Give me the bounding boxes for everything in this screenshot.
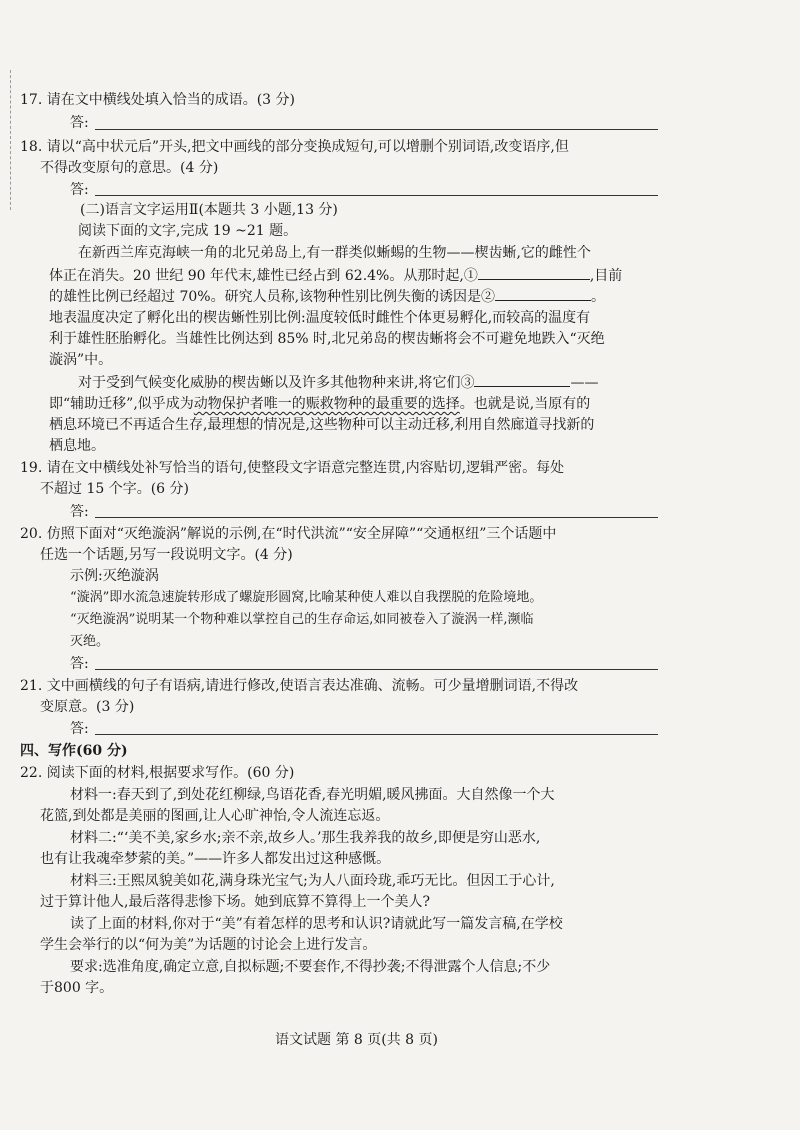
blank-2[interactable] xyxy=(495,286,591,301)
material-line: 材料二:“‘美不美,家乡水;亲不亲,故乡人。’那生我养我的故乡,即便是穷山恶水, xyxy=(70,830,541,846)
passage-line: 栖息地。 xyxy=(49,438,105,454)
section-2-heading: (二)语言文字运用Ⅱ(本题共 3 小题,13 分) xyxy=(80,202,338,218)
answer-label-21: 答: xyxy=(70,721,89,737)
passage-text: 的雄性比例已经超过 70%。研究人员称,该物种性别比例失衡的诱因是 xyxy=(49,289,482,305)
blank-1[interactable] xyxy=(478,265,590,280)
answer-label-17: 答: xyxy=(70,115,89,131)
requirements-line: 于800 字。 xyxy=(40,980,114,996)
blank-marker-2: ② xyxy=(481,289,496,305)
example-label: 示例:灭绝漩涡 xyxy=(70,568,159,584)
passage-line xyxy=(49,286,605,307)
underlined-sentence: 动物保护者唯一的赈救物种的最重要的选择 xyxy=(193,396,460,412)
example-text: “灭绝漩涡”说明某一个物种难以掌控自己的生存命运,如同被卷入了漩涡一样,濒临 xyxy=(70,612,534,627)
passage-text: 体正在消失。20 世纪 90 年代末,雄性已经占到 62.4%。从那时起, xyxy=(49,268,464,284)
passage-text: 。也就是说,当原有的 xyxy=(459,396,591,412)
passage-line xyxy=(78,372,598,393)
question-19-line1: 19. 请在文中横线处补写恰当的语句,使整段文字语意完整连贯,内容贴切,逻辑严密。每处 xyxy=(20,460,565,476)
answer-line-20[interactable] xyxy=(95,669,658,670)
answer-label-19: 答: xyxy=(70,504,89,520)
question-20-line1: 20. 仿照下面对“灭绝漩涡”解说的示例,在“时代洪流”“安全屏障”“交通枢纽”三个话题中 xyxy=(20,526,557,542)
question-21-line2: 变原意。(3 分) xyxy=(40,699,135,715)
binding-margin-line xyxy=(10,70,11,210)
blank-marker-3: ③ xyxy=(460,375,475,391)
passage-text: 即“辅助迁移”,似乎成为 xyxy=(49,396,194,412)
answer-label-18: 答: xyxy=(70,182,89,198)
passage-text: —— xyxy=(570,375,599,391)
blank-3[interactable] xyxy=(474,372,570,387)
answer-line-17[interactable] xyxy=(95,129,658,130)
answer-line-21[interactable] xyxy=(95,734,658,735)
example-text: “漩涡”即水流急速旋转形成了螺旋形圆窝,比喻某种使人难以自我摆脱的危险境地。 xyxy=(70,590,543,605)
passage-line xyxy=(49,265,622,286)
passage-line xyxy=(49,394,590,414)
answer-line-18[interactable] xyxy=(95,195,658,196)
material-line: 也有让我魂牵梦萦的美。”——许多人都发出过这种感慨。 xyxy=(40,851,391,867)
passage-text: ,目前 xyxy=(589,268,623,284)
answer-line-19[interactable] xyxy=(95,517,658,518)
question-22-line1: 22. 阅读下面的材料,根据要求写作。(60 分) xyxy=(20,765,295,781)
passage-line: 地表温度决定了孵化出的楔齿蜥性别比例:温度较低时雌性个体更易孵化,而较高的温度有 xyxy=(49,310,591,326)
page-footer: 语文试题 第 8 页(共 8 页) xyxy=(275,1032,438,1048)
question-20-line2: 任选一个话题,另写一段说明文字。(4 分) xyxy=(40,547,293,563)
passage-text: 对于受到气候变化威胁的楔齿蜥以及许多其他物种来讲,将它们 xyxy=(78,375,461,391)
passage-line: 漩涡”中。 xyxy=(49,352,113,368)
passage-line: 利于雄性胚胎孵化。当雄性比例达到 85% 时,北兄弟岛的楔齿蜥将会不可避免地跌入“灭绝 xyxy=(49,331,605,347)
question-17: 17. 请在文中横线处填入恰当的成语。(3 分) xyxy=(20,92,295,108)
section-2-intro: 阅读下面的文字,完成 19 ~21 题。 xyxy=(78,223,298,239)
passage-text: 。 xyxy=(591,289,606,305)
material-line: 花篮,到处都是美丽的图画,让人心旷神怡,令人流连忘返。 xyxy=(40,808,390,824)
section-4-heading: 四、写作(60 分) xyxy=(20,743,128,759)
material-line: 材料三:王熙凤貌美如花,满身珠光宝气;为人八面玲珑,乖巧无比。但因工于心计, xyxy=(70,873,555,889)
question-21-line1: 21. 文中画横线的句子有语病,请进行修改,使语言表达准确、流畅。可少量增删词语,不得改 xyxy=(20,678,579,694)
material-line: 材料一:春天到了,到处花红柳绿,鸟语花香,春光明媚,暖风拂面。大自然像一个大 xyxy=(70,787,555,803)
answer-label-20: 答: xyxy=(70,656,89,672)
passage-line: 在新西兰库克海峡一角的北兄弟岛上,有一群类似蜥蜴的生物——楔齿蜥,它的雌性个 xyxy=(78,245,591,261)
question-18-line1: 18. 请以“高中状元后”开头,把文中画线的部分变换成短句,可以增删个别词语,改变语序,但 xyxy=(20,139,569,155)
prompt-line: 学生会举行的以“何为美”为话题的讨论会上进行发言。 xyxy=(40,937,377,953)
example-text: 灭绝。 xyxy=(70,634,110,649)
question-18-line2: 不得改变原句的意思。(4 分) xyxy=(40,160,219,176)
requirements-line: 要求:选准角度,确定立意,自拟标题;不要套作,不得抄袭;不得泄露个人信息;不少 xyxy=(70,959,551,975)
blank-marker-1: ① xyxy=(463,268,478,284)
passage-line: 栖息环境已不再适合生存,最理想的情况是,这些物种可以主动迁移,利用自然廊道寻找新的 xyxy=(49,417,595,433)
material-line: 过于算计他人,最后落得悲惨下场。她到底算不算得上一个美人? xyxy=(40,894,430,910)
prompt-line: 读了上面的材料,你对于“美”有着怎样的思考和认识?请就此写一篇发言稿,在学校 xyxy=(70,916,563,932)
question-19-line2: 不超过 15 个字。(6 分) xyxy=(40,481,189,497)
